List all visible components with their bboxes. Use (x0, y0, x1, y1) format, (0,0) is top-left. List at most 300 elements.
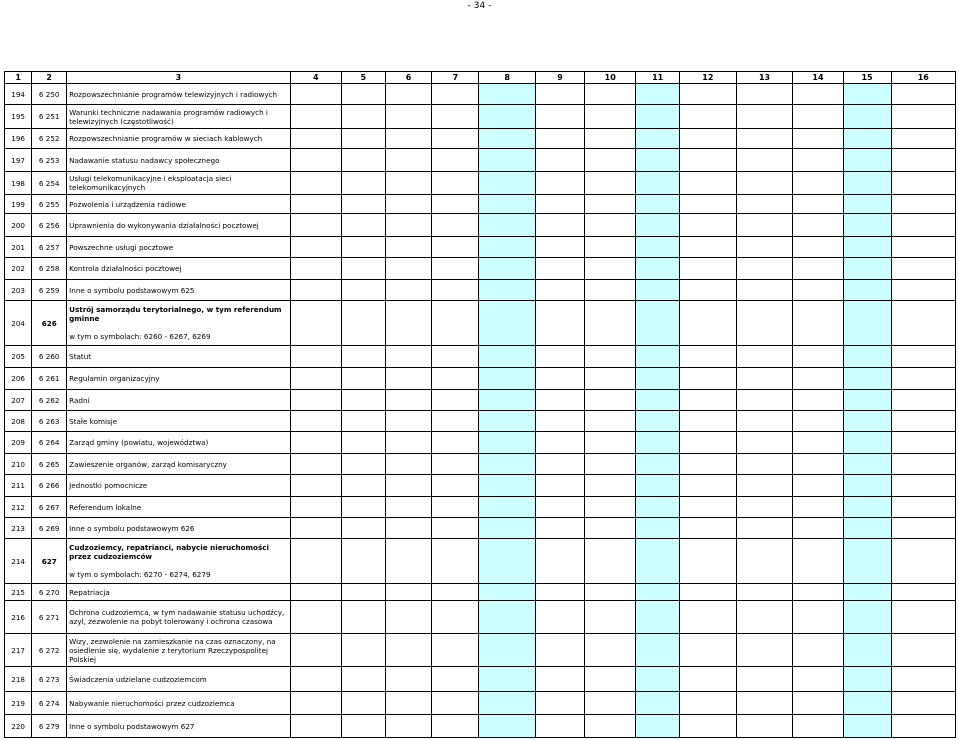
data-cell (479, 258, 536, 280)
column-header: 15 (843, 72, 891, 84)
table-row (5, 129, 956, 149)
description-title: Ustrój samorządu terytorialnego, w tym referendum gminne (69, 305, 282, 323)
description: Inne o symbolu podstawowym 625 (67, 280, 291, 301)
data-cell (290, 258, 341, 280)
data-cell (536, 280, 585, 301)
description: Kontrola działalności pocztowej (67, 258, 291, 280)
data-cell (679, 237, 736, 258)
data-cell (891, 346, 955, 368)
row-number: 207 (5, 390, 32, 411)
data-cell (536, 454, 585, 475)
data-cell (585, 390, 636, 411)
data-cell (479, 692, 536, 715)
table-row (5, 584, 956, 601)
data-cell (843, 601, 891, 634)
data-cell (636, 280, 680, 301)
data-cell (432, 84, 479, 105)
data-cell (479, 195, 536, 214)
data-cell (585, 411, 636, 432)
data-cell (679, 497, 736, 518)
page-number: - 34 - (467, 1, 492, 11)
data-cell (891, 454, 955, 475)
data-cell (585, 715, 636, 738)
symbol-code: 626 (32, 301, 67, 346)
data-cell (479, 84, 536, 105)
data-cell (290, 601, 341, 634)
data-cell (341, 129, 385, 149)
data-cell (432, 149, 479, 172)
data-cell (843, 280, 891, 301)
data-cell (679, 368, 736, 390)
data-cell (385, 172, 432, 195)
row-number: 204 (5, 301, 32, 346)
data-cell (432, 497, 479, 518)
data-cell (385, 149, 432, 172)
symbol-code: 6 267 (32, 497, 67, 518)
column-header: 11 (636, 72, 680, 84)
symbol-code: 6 270 (32, 584, 67, 601)
data-cell (891, 692, 955, 715)
data-cell (479, 301, 536, 346)
data-cell (736, 195, 793, 214)
data-cell (432, 105, 479, 129)
table-row (5, 390, 956, 411)
data-cell (479, 105, 536, 129)
table-row (5, 84, 956, 105)
description: Świadczenia udzielane cudzoziemcom (67, 667, 291, 692)
data-cell (432, 172, 479, 195)
data-cell (793, 539, 843, 584)
data-cell (736, 258, 793, 280)
description: Pozwolenia i urządzenia radiowe (67, 195, 291, 214)
data-cell (290, 411, 341, 432)
data-cell (843, 195, 891, 214)
data-cell (793, 634, 843, 667)
data-cell (793, 390, 843, 411)
header-row (5, 72, 956, 84)
data-cell (636, 692, 680, 715)
table-row (5, 601, 956, 634)
data-cell (793, 715, 843, 738)
data-cell (793, 84, 843, 105)
data-cell (843, 539, 891, 584)
data-cell (636, 390, 680, 411)
symbol-code: 6 269 (32, 518, 67, 539)
data-cell (891, 601, 955, 634)
data-cell (585, 149, 636, 172)
data-cell (341, 105, 385, 129)
symbol-code: 6 250 (32, 84, 67, 105)
data-cell (536, 411, 585, 432)
description (67, 301, 291, 346)
data-cell (290, 432, 341, 454)
table-row (5, 692, 956, 715)
data-cell (679, 584, 736, 601)
row-number: 218 (5, 667, 32, 692)
data-cell (585, 539, 636, 584)
description: Wizy, zezwolenie na zamieszkanie na czas oznaczony, na osiedlenie się, wydalenie z terytorium Rzeczypospolitej Polskiej (67, 634, 291, 667)
data-cell (843, 149, 891, 172)
data-cell (479, 432, 536, 454)
data-cell (341, 214, 385, 237)
description: Stałe komisje (67, 411, 291, 432)
data-cell (341, 667, 385, 692)
data-cell (479, 667, 536, 692)
row-number: 216 (5, 601, 32, 634)
data-cell (432, 634, 479, 667)
data-cell (891, 301, 955, 346)
data-cell (891, 195, 955, 214)
data-cell (891, 105, 955, 129)
symbol-code: 6 261 (32, 368, 67, 390)
data-cell (736, 368, 793, 390)
data-cell (536, 129, 585, 149)
data-cell (290, 280, 341, 301)
data-cell (843, 84, 891, 105)
data-cell (290, 368, 341, 390)
table-row (5, 214, 956, 237)
data-cell (736, 667, 793, 692)
description: Jednostki pomocnicze (67, 475, 291, 497)
data-cell (341, 301, 385, 346)
data-cell (679, 84, 736, 105)
description: Nadawanie statusu nadawcy społecznego (67, 149, 291, 172)
symbol-code: 6 271 (32, 601, 67, 634)
data-cell (341, 715, 385, 738)
data-cell (736, 454, 793, 475)
data-cell (585, 258, 636, 280)
data-cell (385, 584, 432, 601)
data-cell (679, 692, 736, 715)
data-cell (341, 584, 385, 601)
data-cell (536, 634, 585, 667)
table-row (5, 432, 956, 454)
data-cell (585, 518, 636, 539)
data-cell (341, 497, 385, 518)
data-cell (843, 715, 891, 738)
data-cell (891, 129, 955, 149)
column-header: 12 (679, 72, 736, 84)
data-cell (891, 432, 955, 454)
table-row (5, 149, 956, 172)
data-cell (793, 692, 843, 715)
data-cell (793, 667, 843, 692)
data-cell (891, 715, 955, 738)
row-number: 208 (5, 411, 32, 432)
data-cell (636, 715, 680, 738)
table-row (5, 280, 956, 301)
data-cell (843, 346, 891, 368)
data-cell (843, 454, 891, 475)
data-cell (290, 149, 341, 172)
data-cell (341, 692, 385, 715)
data-cell (891, 258, 955, 280)
data-cell (891, 497, 955, 518)
data-cell (891, 172, 955, 195)
row-number: 213 (5, 518, 32, 539)
table-row (5, 195, 956, 214)
data-cell (432, 280, 479, 301)
table-row (5, 475, 956, 497)
data-cell (793, 368, 843, 390)
data-cell (843, 432, 891, 454)
data-cell (891, 634, 955, 667)
row-number: 200 (5, 214, 32, 237)
data-cell (736, 497, 793, 518)
data-cell (585, 105, 636, 129)
data-cell (843, 105, 891, 129)
data-cell (432, 475, 479, 497)
row-number: 199 (5, 195, 32, 214)
data-cell (385, 634, 432, 667)
data-cell (585, 368, 636, 390)
data-cell (636, 539, 680, 584)
data-cell (736, 518, 793, 539)
data-cell (290, 454, 341, 475)
data-cell (385, 105, 432, 129)
data-cell (385, 432, 432, 454)
data-cell (432, 346, 479, 368)
data-cell (636, 475, 680, 497)
data-cell (536, 715, 585, 738)
data-cell (479, 129, 536, 149)
data-cell (341, 368, 385, 390)
symbol-code: 6 265 (32, 454, 67, 475)
description: Repatriacja (67, 584, 291, 601)
table-row (5, 301, 956, 346)
data-cell (290, 715, 341, 738)
data-cell (891, 475, 955, 497)
data-cell (479, 715, 536, 738)
data-cell (793, 346, 843, 368)
data-cell (341, 390, 385, 411)
data-cell (793, 584, 843, 601)
data-cell (736, 149, 793, 172)
description-title: Cudzoziemcy, repatrianci, nabycie nieruchomości przez cudzoziemców (69, 543, 269, 561)
data-cell (843, 692, 891, 715)
data-cell (341, 149, 385, 172)
data-cell (736, 411, 793, 432)
data-cell (679, 432, 736, 454)
column-header: 2 (32, 72, 67, 84)
data-cell (479, 634, 536, 667)
data-cell (636, 518, 680, 539)
data-cell (736, 105, 793, 129)
data-cell (636, 84, 680, 105)
data-cell (536, 149, 585, 172)
description: Referendum lokalne (67, 497, 291, 518)
data-cell (679, 667, 736, 692)
data-cell (793, 475, 843, 497)
data-cell (290, 634, 341, 667)
data-cell (385, 195, 432, 214)
data-cell (536, 195, 585, 214)
symbol-code: 6 274 (32, 692, 67, 715)
data-cell (736, 692, 793, 715)
data-cell (432, 368, 479, 390)
description-subtext: w tym o symbolach: 6270 - 6274, 6279 (69, 570, 211, 579)
description: Rozpowszechnianie programów w sieciach kablowych (67, 129, 291, 149)
data-cell (736, 634, 793, 667)
data-cell (290, 105, 341, 129)
row-number: 211 (5, 475, 32, 497)
symbol-code: 6 259 (32, 280, 67, 301)
data-cell (290, 237, 341, 258)
description: Ochrona cudzoziemca, w tym nadawanie statusu uchodźcy, azyl, zezwolenie na pobyt tolerowany i ochrona czasowa (67, 601, 291, 634)
data-cell (341, 84, 385, 105)
data-cell (290, 667, 341, 692)
data-cell (341, 475, 385, 497)
row-number: 201 (5, 237, 32, 258)
data-cell (585, 84, 636, 105)
table-row (5, 667, 956, 692)
data-cell (385, 454, 432, 475)
data-cell (536, 692, 585, 715)
data-cell (793, 432, 843, 454)
table-row (5, 346, 956, 368)
table-row (5, 368, 956, 390)
table-row (5, 105, 956, 129)
table-row (5, 172, 956, 195)
data-cell (793, 195, 843, 214)
data-cell (793, 105, 843, 129)
data-cell (479, 214, 536, 237)
data-cell (290, 172, 341, 195)
data-cell (432, 301, 479, 346)
description (67, 539, 291, 584)
table-row (5, 634, 956, 667)
data-cell (432, 539, 479, 584)
data-cell (385, 601, 432, 634)
data-cell (432, 518, 479, 539)
description: Statut (67, 346, 291, 368)
data-cell (585, 346, 636, 368)
data-cell (432, 432, 479, 454)
data-cell (385, 301, 432, 346)
data-cell (843, 411, 891, 432)
data-cell (479, 411, 536, 432)
data-cell (432, 195, 479, 214)
data-cell (479, 454, 536, 475)
data-cell (891, 390, 955, 411)
data-cell (679, 454, 736, 475)
data-cell (843, 129, 891, 149)
column-header: 8 (479, 72, 536, 84)
data-cell (385, 346, 432, 368)
data-cell (479, 601, 536, 634)
classification-table (4, 71, 956, 738)
symbol-code: 6 251 (32, 105, 67, 129)
data-cell (793, 129, 843, 149)
data-cell (385, 280, 432, 301)
data-cell (385, 539, 432, 584)
data-cell (479, 149, 536, 172)
data-cell (536, 368, 585, 390)
data-cell (290, 129, 341, 149)
description-subtext: w tym o symbolach: 6260 - 6267, 6269 (69, 332, 211, 341)
data-cell (843, 237, 891, 258)
data-cell (891, 149, 955, 172)
data-cell (736, 214, 793, 237)
data-cell (891, 368, 955, 390)
data-cell (843, 301, 891, 346)
row-number: 217 (5, 634, 32, 667)
data-cell (736, 539, 793, 584)
description: Uprawnienia do wykonywania działalności pocztowej (67, 214, 291, 237)
symbol-code: 6 272 (32, 634, 67, 667)
data-cell (290, 518, 341, 539)
data-cell (679, 518, 736, 539)
data-cell (432, 715, 479, 738)
data-cell (341, 518, 385, 539)
column-header: 7 (432, 72, 479, 84)
data-cell (479, 237, 536, 258)
symbol-code: 6 257 (32, 237, 67, 258)
data-cell (536, 214, 585, 237)
data-cell (585, 584, 636, 601)
data-cell (843, 497, 891, 518)
data-cell (679, 258, 736, 280)
data-cell (585, 601, 636, 634)
data-cell (793, 258, 843, 280)
data-cell (536, 172, 585, 195)
data-cell (636, 411, 680, 432)
data-cell (536, 346, 585, 368)
table-row (5, 258, 956, 280)
data-cell (679, 475, 736, 497)
data-cell (636, 368, 680, 390)
data-cell (736, 301, 793, 346)
data-cell (891, 411, 955, 432)
data-cell (736, 475, 793, 497)
data-cell (679, 149, 736, 172)
data-cell (479, 475, 536, 497)
data-cell (679, 715, 736, 738)
data-cell (536, 258, 585, 280)
data-cell (536, 237, 585, 258)
row-number: 214 (5, 539, 32, 584)
data-cell (479, 539, 536, 584)
symbol-code: 6 263 (32, 411, 67, 432)
data-cell (843, 475, 891, 497)
data-cell (341, 601, 385, 634)
row-number: 209 (5, 432, 32, 454)
data-cell (843, 634, 891, 667)
table-row (5, 237, 956, 258)
data-cell (585, 237, 636, 258)
table-row (5, 539, 956, 584)
data-cell (536, 539, 585, 584)
row-number: 198 (5, 172, 32, 195)
data-cell (341, 172, 385, 195)
column-header: 14 (793, 72, 843, 84)
table-row (5, 518, 956, 539)
data-cell (636, 149, 680, 172)
data-cell (341, 237, 385, 258)
data-cell (479, 497, 536, 518)
data-cell (479, 172, 536, 195)
data-cell (736, 346, 793, 368)
data-cell (679, 301, 736, 346)
data-cell (679, 172, 736, 195)
description: Zawieszenie organów, zarząd komisaryczny (67, 454, 291, 475)
data-cell (290, 84, 341, 105)
data-cell (679, 411, 736, 432)
description: Zarząd gminy (powiatu, województwa) (67, 432, 291, 454)
data-cell (679, 195, 736, 214)
data-cell (585, 301, 636, 346)
data-cell (736, 129, 793, 149)
